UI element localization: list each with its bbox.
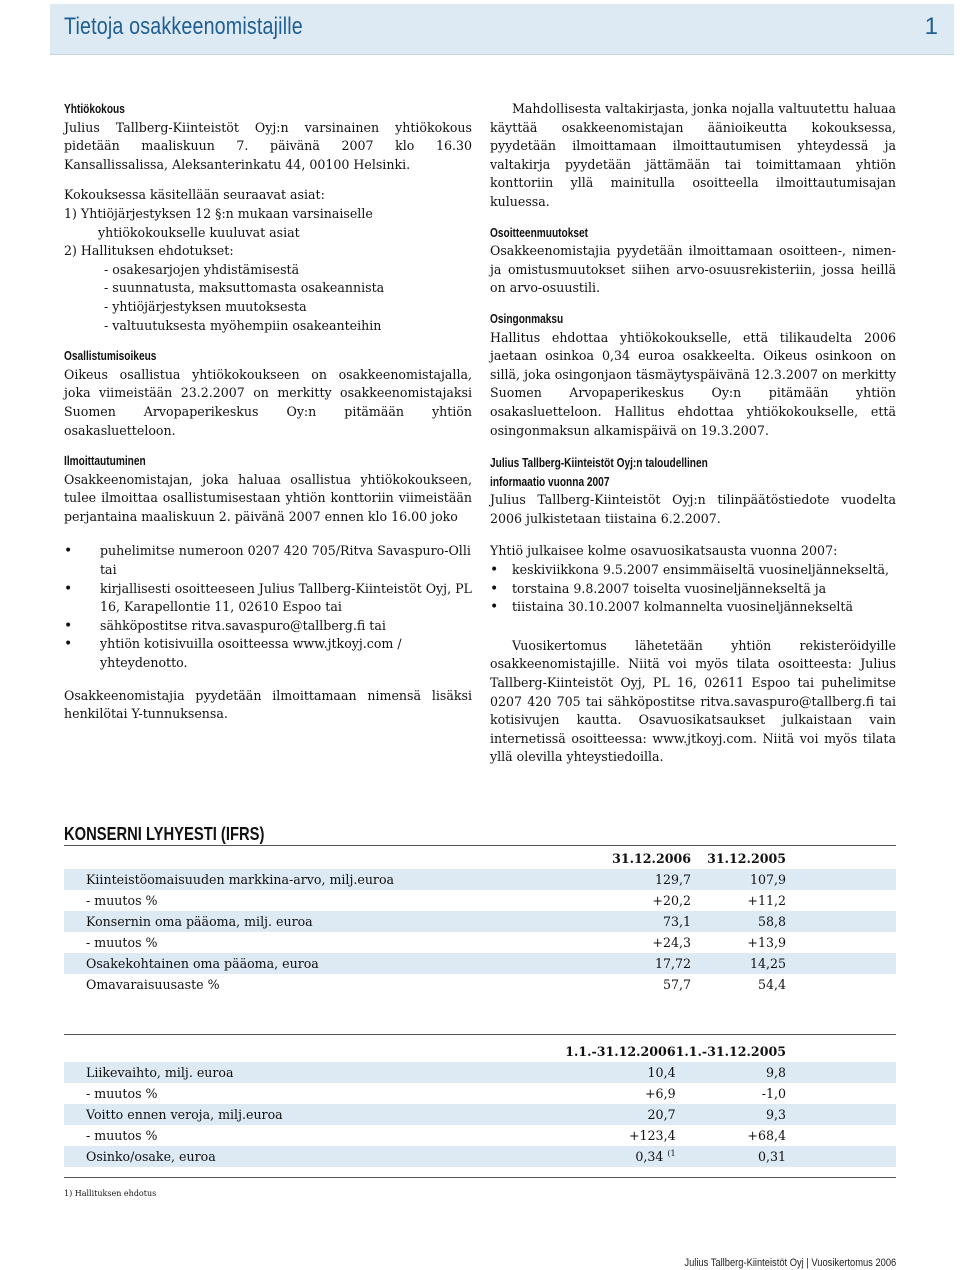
yhtiokokous-heading: Yhtiökokous (64, 101, 125, 116)
cell-value: 17,72 (476, 953, 691, 974)
row-label: Konsernin oma pääoma, milj. euroa (64, 911, 476, 932)
cell-value-text: 0,34 (635, 1149, 664, 1165)
table-row (64, 1146, 896, 1167)
asia-2: 2) Hallituksen ehdotukset: (64, 243, 234, 259)
taloudellinen-text: Julius Tallberg-Kiinteistöt Oyj:n tilinpäätöstiedote vuodelta 2006 julkistetaan tiistaina 6.2.2007. (490, 492, 896, 526)
row-label: Liikevaihto, milj. euroa (64, 1062, 465, 1083)
cell-value: -1,0 (761, 1086, 786, 1101)
table-row (64, 953, 896, 974)
cell-value: +123,4 (628, 1128, 676, 1143)
cell-value: 57,7 (662, 977, 691, 992)
list-item: • puhelimitse numeroon 0207 420 705/Ritva Savaspuro-Olli tai (64, 542, 472, 579)
column-header: 31.12.2005 (707, 850, 786, 866)
yhtiokokous-text: Julius Tallberg-Kiinteistöt Oyj:n varsinainen yhtiökokous pidetään maaliskuun 7. päivänä 2007 klo 16.30 Kansallissalissa, Aleksanterinkatu 44, 00100 Helsinki. (64, 119, 472, 172)
cell-value (465, 1146, 676, 1167)
valtakirja-text: Mahdollisesta valtakirjasta, jonka nojalla valtuutettu haluaa käyttää osakkeenomistajan äänioikeutta kokouksessa, pyydetään ilmoittamaan ilmoittautumisen yhteydessä ja valtakirja pyydetään jättämään tai toimittamaan yhtiön konttoriin yllä mainitulla osoitteella ilmoittautumisajan kuluessa. (490, 101, 896, 209)
table-row (64, 974, 896, 995)
vuosikertomus-text: Vuosikertomus lähetetään yhtiön rekisteröidyille osakkeenomistajille. Niitä voi myös tilata osoitteesta: Julius Tallberg-Kiinteistöt Oyj, PL 16, 02611 Espoo tai puhelimitse 0207 420 705 tai sähköpostitse ritva.savaspuro@tallberg.fi tai kotisivujen kautta. Osavuosikatsaukset julkaistaan vain internetissä osoitteessa: www.jtkoyj.com. Niitä voi myös tilata yllä olevilla yhteystiedoilla. (490, 637, 896, 765)
row-label: Kiinteistöomaisuuden markkina-arvo, milj.euroa (64, 869, 476, 890)
ehdotus-2: - suunnatusta, maksuttomasta osakeannista (104, 280, 385, 296)
konserni-title: KONSERNI LYHYESTI (IFRS) (64, 824, 265, 844)
ehdotus-1: - osakesarjojen yhdistämisestä (104, 261, 300, 277)
ilmoittautuminen-heading: Ilmoittautuminen (64, 453, 146, 469)
cell-value: +68,4 (747, 1128, 786, 1143)
page-title: Tietoja osakkeenomistajille (64, 13, 303, 40)
cell-value: 9,3 (676, 1104, 896, 1125)
cell-value: 9,8 (676, 1062, 896, 1083)
cell-value: 14,25 (691, 953, 896, 974)
osallistumis-text: Oikeus osallistua yhtiökokoukseen on osakkeenomistajalla, joka viimeistään 23.2.2007 on merkitty osakkeenomistajaksi Suomen Arvopaperikeskus Oy:n pitämään yhtiön osakasluetteloon. (64, 366, 472, 438)
table-row (64, 932, 896, 953)
cell-value: 129,7 (476, 869, 691, 890)
table-row (64, 911, 896, 932)
konserni-table-2 (64, 1040, 896, 1167)
page-footer: Julius Tallberg-Kiinteistöt Oyj | Vuosikertomus 2006 (684, 1257, 896, 1269)
osallistumis-heading: Osallistumisoikeus (64, 348, 157, 364)
asiat-intro: Kokouksessa käsitellään seuraavat asiat: (64, 187, 325, 203)
cell-value: +13,9 (747, 935, 786, 950)
row-label: - muutos % (86, 1128, 158, 1143)
list-item: • keskiviikkona 9.5.2007 ensimmäiseltä vuosineljännekseltä, (490, 561, 896, 580)
cell-value: 10,4 (465, 1062, 676, 1083)
row-label: - muutos % (86, 1086, 158, 1101)
konserni-table-1 (64, 847, 896, 995)
cell-value: +20,2 (652, 893, 691, 908)
osinko-text: Hallitus ehdottaa yhtiökokoukselle, että tilikaudelta 2006 jaetaan osinkoa 0,34 euroa osakkeelta. Oikeus osinkoon on sillä, joka osingonjaon täsmäytyspäivänä 12.3.2007 on merkitty Suomen Arvopaperikeskus Oy:n pitämään yhtiön osakasluetteloon. Hallitus ehdottaa yhtiökokoukselle, että osingonmaksun alkamispäivä on 19.3.2007. (490, 329, 896, 438)
column-header: 1.1.-31.12.2005 (675, 1043, 786, 1059)
cell-value: +6,9 (645, 1086, 676, 1101)
table-row (64, 869, 896, 890)
asia-1b: yhtiökokoukselle kuuluvat asiat (98, 224, 300, 240)
table-row (64, 1062, 896, 1083)
page-banner (50, 4, 954, 55)
list-item: • torstaina 9.8.2007 toiselta vuosineljännekseltä ja (490, 580, 896, 599)
cell-value: +24,3 (652, 935, 691, 950)
divider (64, 1177, 896, 1178)
divider (64, 845, 896, 846)
cell-value: 20,7 (465, 1104, 676, 1125)
asia-1a: 1) Yhtiöjärjestyksen 12 §:n mukaan varsinaiselle (64, 205, 373, 221)
ilmoittautuminen-list (64, 542, 472, 672)
divider (64, 1034, 896, 1035)
osavuosi-intro: Yhtiö julkaisee kolme osavuosikatsausta vuonna 2007: (490, 543, 838, 559)
cell-value: 107,9 (691, 869, 896, 890)
row-label: Voitto ennen veroja, milj.euroa (64, 1104, 465, 1125)
list-item: • yhtiön kotisivuilla osoitteessa www.jtkoyj.com / yhteydenotto. (64, 635, 472, 672)
taloudellinen-heading-1: Julius Tallberg-Kiinteistöt Oyj:n taloudellinen (490, 455, 708, 471)
table-row (64, 890, 896, 911)
row-label: - muutos % (86, 893, 158, 908)
osoite-heading: Osoitteenmuutokset (490, 224, 589, 240)
osavuosi-list (490, 561, 896, 617)
cell-value: 54,4 (757, 977, 786, 992)
cell-value: +11,2 (747, 893, 786, 908)
column-header: 31.12.2006 (612, 850, 691, 866)
table-row (64, 1083, 896, 1104)
ilmoittautuminen-text: Osakkeenomistajan, joka haluaa osallistua yhtiökokoukseen, tulee ilmoittaa osallistumisestaan yhtiön konttoriin viimeistään perjantaina maaliskuun 2. päivänä 2007 ennen klo 16.00 joko (64, 471, 472, 524)
cell-value: 58,8 (691, 911, 896, 932)
footnote: 1) Hallituksen ehdotus (64, 1189, 157, 1198)
list-item: • kirjallisesti osoitteeseen Julius Tallberg-Kiinteistöt Oyj, PL 16, Karapellontie 11, 02610 Espoo tai (64, 580, 472, 617)
ehdotus-3: - yhtiöjärjestyksen muutoksesta (104, 298, 307, 314)
row-label: Osakekohtainen oma pääoma, euroa (64, 953, 476, 974)
page-number: 1 (924, 13, 938, 40)
taloudellinen-heading-2: informaatio vuonna 2007 (490, 473, 610, 489)
list-item: • sähköpostitse ritva.savaspuro@tallberg.fi tai (64, 617, 472, 636)
left-column (64, 100, 472, 724)
row-label: Omavaraisuusaste % (86, 977, 220, 992)
pyydetaan-text: Osakkeenomistajia pyydetään ilmoittamaan nimensä lisäksi henkilötai Y-tunnuksensa. (64, 687, 472, 722)
row-label: - muutos % (86, 935, 158, 950)
right-column (490, 100, 896, 767)
table-row (64, 1104, 896, 1125)
cell-value: 73,1 (476, 911, 691, 932)
table-row (64, 1125, 896, 1146)
column-header: 1.1.-31.12.2006 (565, 1043, 676, 1059)
cell-value: 0,31 (676, 1146, 896, 1167)
osoite-text: Osakkeenomistajia pyydetään ilmoittamaan osoitteen-, nimen- ja omistusmuutokset siihen arvo-osuusrekisteriin, jossa heillä on arvo-osuustili. (490, 243, 896, 296)
osinko-heading: Osingonmaksu (490, 310, 564, 326)
ehdotus-4: - valtuutuksesta myöhempiin osakeanteihin (104, 317, 382, 333)
footnote-mark: (1 (667, 1148, 676, 1158)
list-item: • tiistaina 30.10.2007 kolmannelta vuosineljännekseltä (490, 598, 896, 617)
row-label: Osinko/osake, euroa (64, 1146, 465, 1167)
